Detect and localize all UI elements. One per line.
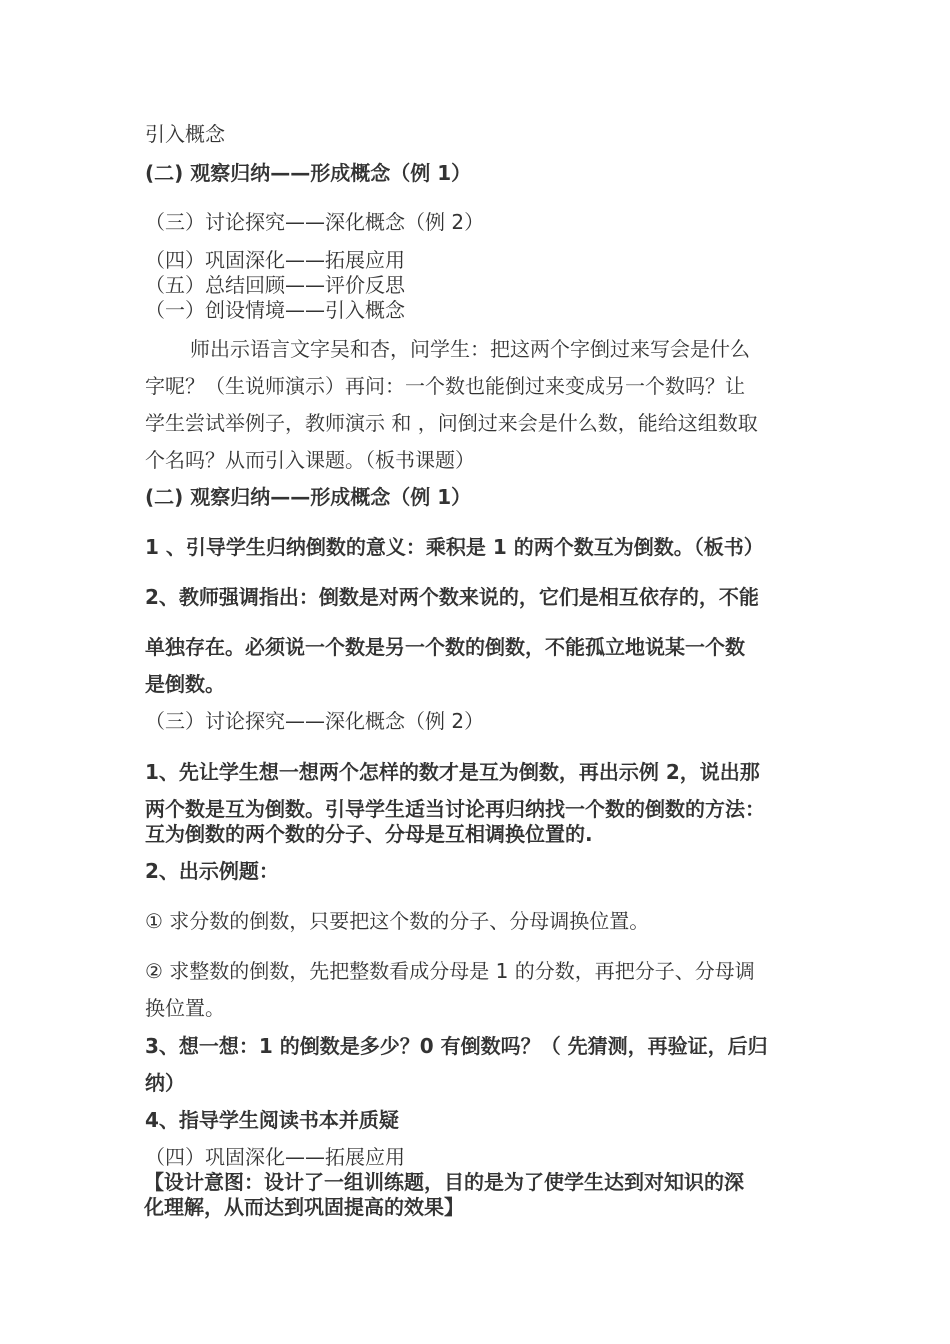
paragraph-line: 单独存在。必须说一个数是另一个数的倒数，不能孤立地说某一个数 <box>145 635 745 659</box>
paragraph-line: 3、想一想：1 的倒数是多少？0 有倒数吗？（ 先猜测，再验证，后归 <box>145 1034 768 1058</box>
outline-item-3: （三）讨论探究——深化概念（例 2） <box>145 210 485 234</box>
section-heading-4: （四）巩固深化——拓展应用 <box>145 1145 405 1169</box>
outline-item-5: （五）总结回顾——评价反思 <box>145 273 405 297</box>
outline-item-4: （四）巩固深化——拓展应用 <box>145 248 405 272</box>
paragraph-line: 4、指导学生阅读书本并质疑 <box>145 1108 399 1132</box>
list-item: ① 求分数的倒数，只要把这个数的分子、分母调换位置。 <box>145 909 650 933</box>
paragraph-line: 纳） <box>145 1071 185 1095</box>
list-item: ② 求整数的倒数，先把整数看成分母是 1 的分数，再把分子、分母调 <box>145 959 755 983</box>
list-item: 换位置。 <box>145 996 225 1020</box>
paragraph-line: 是倒数。 <box>145 672 225 696</box>
section-heading-3: （三）讨论探究——深化概念（例 2） <box>145 709 485 733</box>
paragraph-line: 师出示语言文字吴和杏，问学生：把这两个字倒过来写会是什么 <box>190 337 750 361</box>
heading-intro-concept: 引入概念 <box>145 122 225 146</box>
design-intent-line: 【设计意图：设计了一组训练题，目的是为了使学生达到对知识的深 <box>144 1170 744 1194</box>
outline-item-2: (二) 观察归纳——形成概念（例 1） <box>145 161 472 185</box>
paragraph-line: 字呢？（生说师演示）再问：一个数也能倒过来变成另一个数吗？让 <box>145 374 745 398</box>
paragraph-line: 1、先让学生想一想两个怎样的数才是互为倒数，再出示例 2，说出那 <box>145 760 760 784</box>
paragraph-line: 互为倒数的两个数的分子、分母是互相调换位置的. <box>145 822 593 846</box>
section-heading-1: （一）创设情境——引入概念 <box>145 298 405 322</box>
paragraph-line: 两个数是互为倒数。引导学生适当讨论再归纳找一个数的倒数的方法： <box>145 797 765 821</box>
paragraph-line: 2、出示例题： <box>145 859 279 883</box>
paragraph-line: 2、教师强调指出：倒数是对两个数来说的，它们是相互依存的，不能 <box>145 585 759 609</box>
paragraph-line: 学生尝试举例子，教师演示 和 ，问倒过来会是什么数，能给这组数取 <box>145 411 758 435</box>
paragraph-line: 个名吗？从而引入课题。（板书课题） <box>145 448 475 472</box>
paragraph-line: 1 、引导学生归纳倒数的意义：乘积是 1 的两个数互为倒数。（板书） <box>145 535 764 559</box>
design-intent-line: 化理解，从而达到巩固提高的效果】 <box>144 1195 464 1219</box>
section-heading-2: (二) 观察归纳——形成概念（例 1） <box>145 485 472 509</box>
